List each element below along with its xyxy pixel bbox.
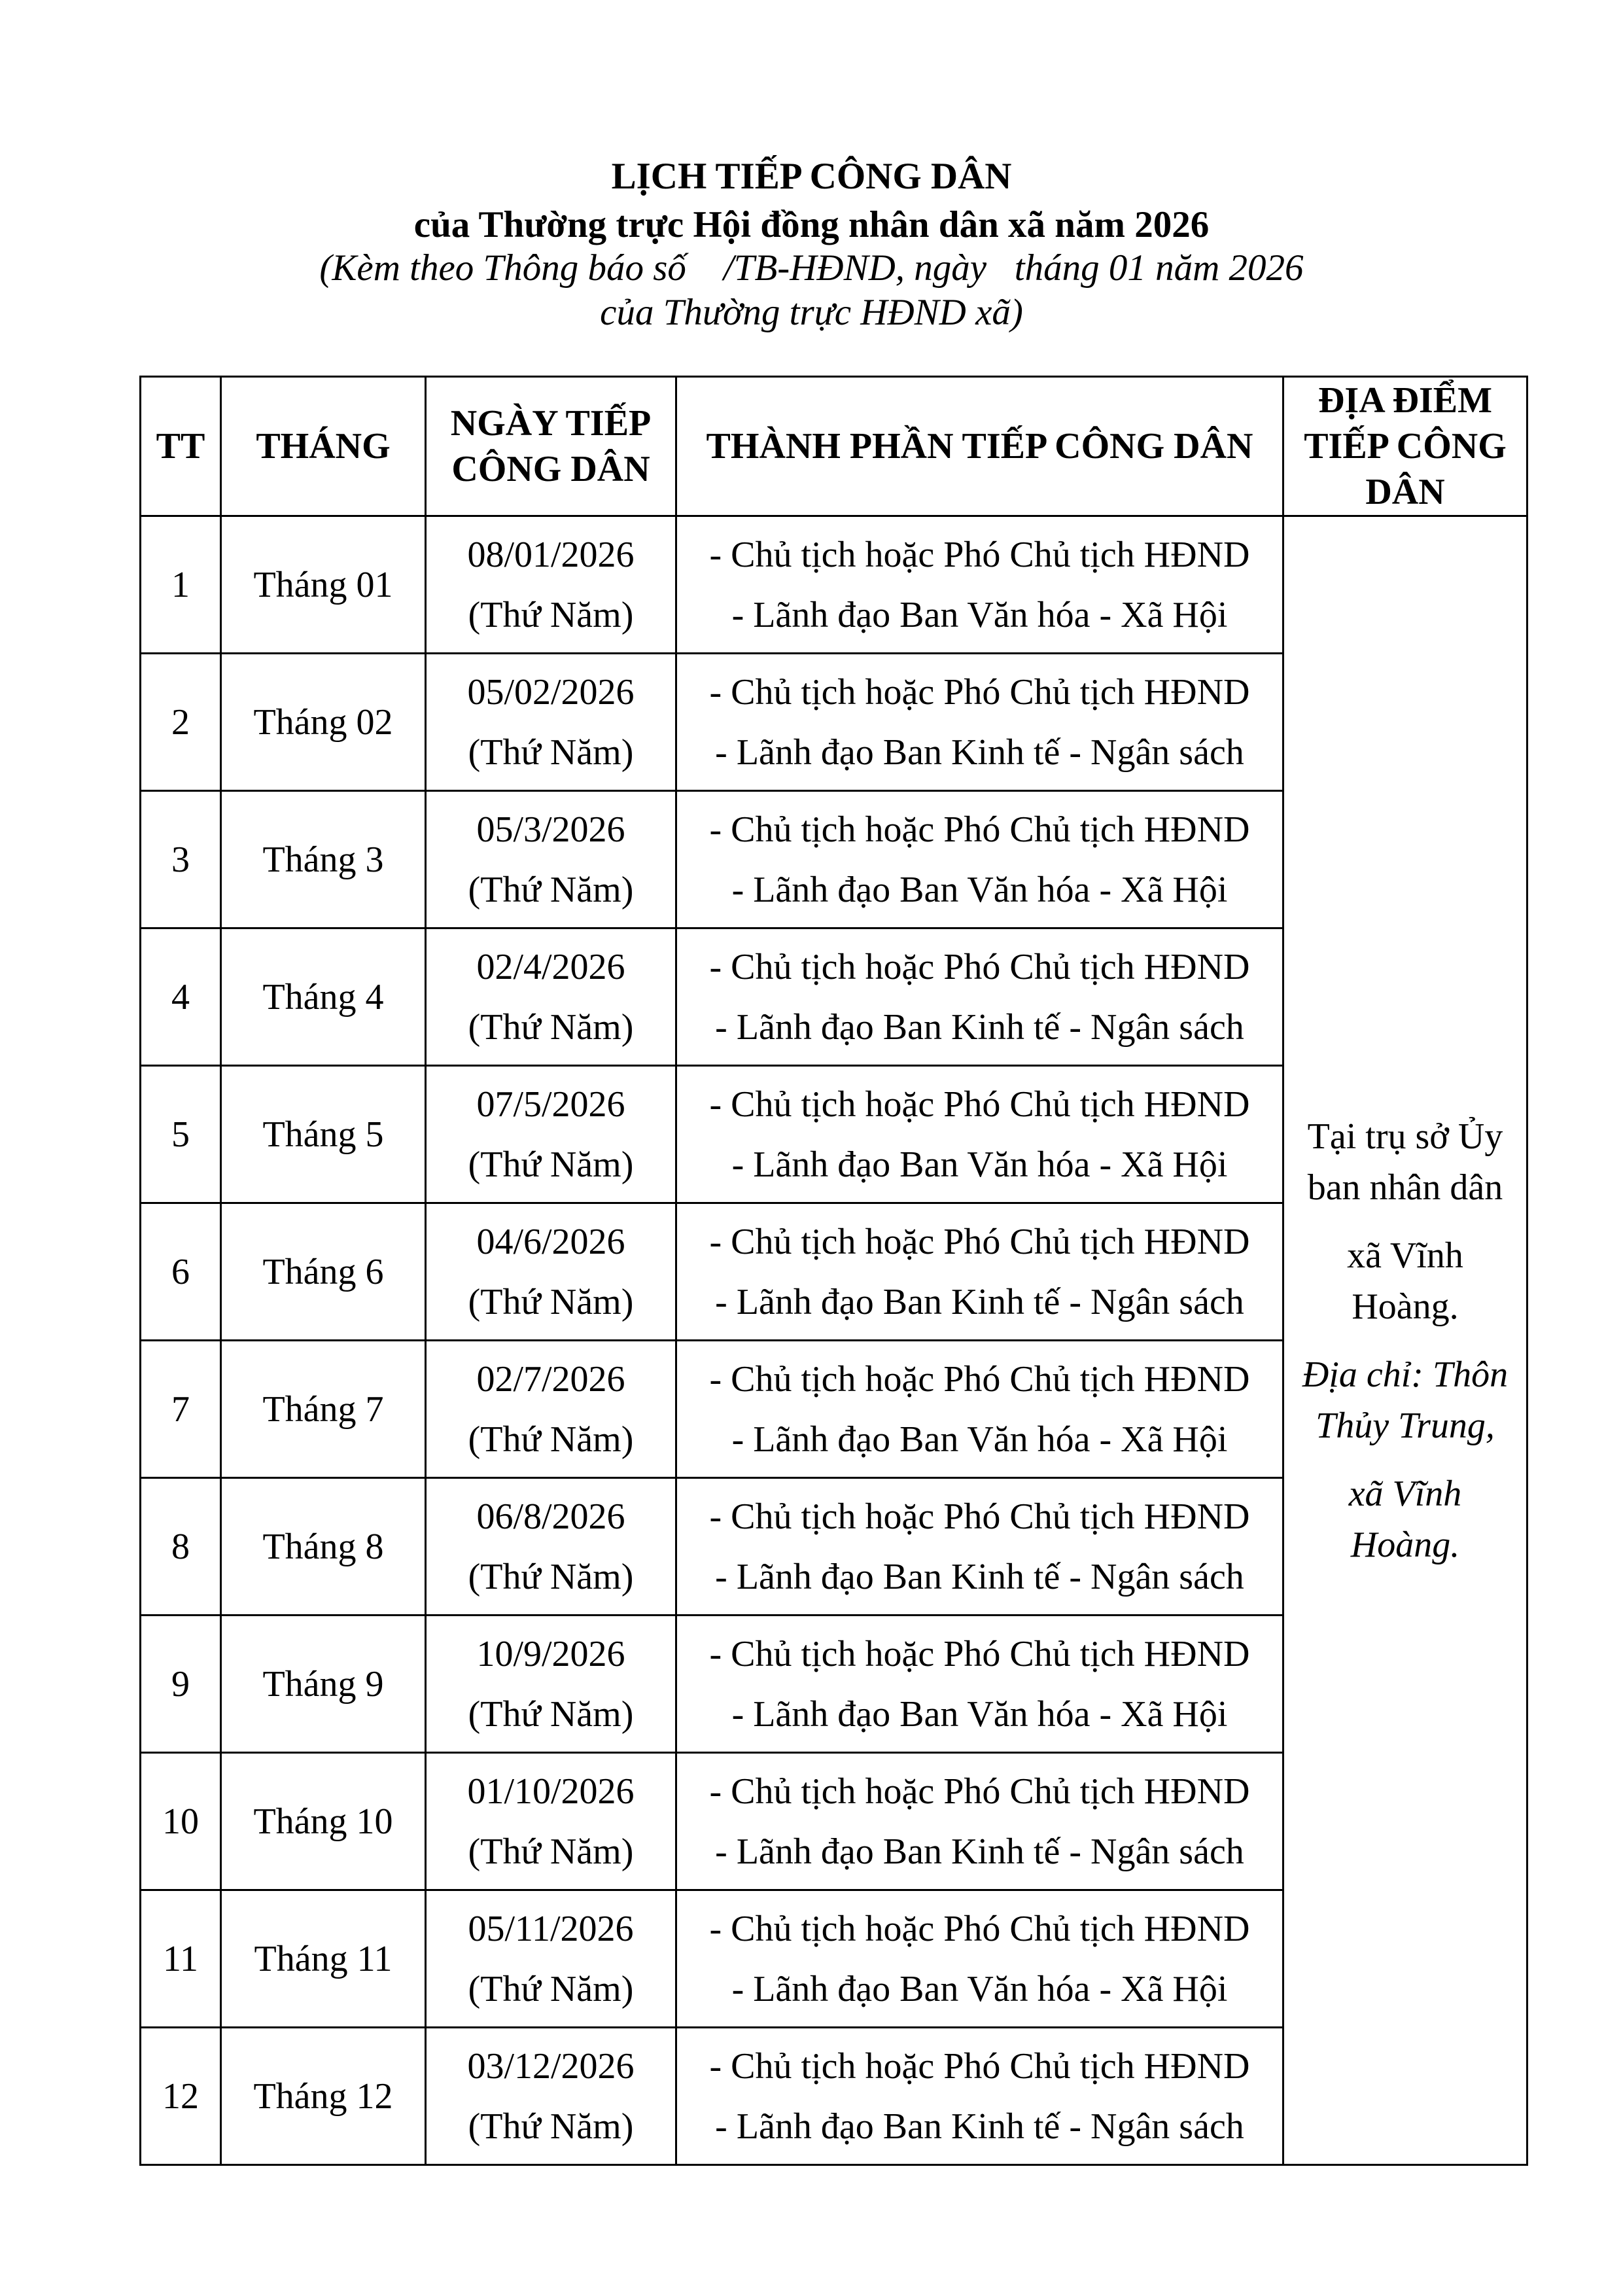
reception-weekday: (Thứ Năm) — [468, 869, 634, 910]
reception-date: 07/5/2026 — [476, 1084, 625, 1125]
location-address-line: Địa chỉ: Thôn — [1302, 1354, 1509, 1395]
reception-date: 05/02/2026 — [467, 671, 635, 713]
composition-member-chair: - Chủ tịch hoặc Phó Chủ tịch HĐND — [709, 1221, 1250, 1262]
composition-member-chair: - Chủ tịch hoặc Phó Chủ tịch HĐND — [709, 946, 1250, 987]
cell-month: Tháng 11 — [221, 1890, 426, 2028]
reception-weekday: (Thứ Năm) — [468, 1968, 634, 2009]
cell-composition — [676, 516, 1283, 654]
cell-reception-date — [426, 791, 676, 928]
column-header-reception-date: NGÀY TIẾP CÔNG DÂN — [426, 377, 676, 516]
reception-date: 03/12/2026 — [467, 2045, 635, 2087]
citizen-reception-schedule-table — [139, 376, 1528, 2166]
cell-tt: 6 — [141, 1203, 221, 1341]
reception-date: 10/9/2026 — [476, 1633, 625, 1674]
location-address-line: xã Vĩnh — [1348, 1473, 1462, 1514]
reception-date: 02/7/2026 — [476, 1358, 625, 1400]
cell-reception-date — [426, 654, 676, 791]
composition-member-committee: - Lãnh đạo Ban Văn hóa - Xã Hội — [731, 1419, 1228, 1460]
cell-tt: 10 — [141, 1753, 221, 1890]
document-subtitle: của Thường trực Hội đồng nhân dân xã năm 2026 — [413, 204, 1210, 245]
cell-composition — [676, 1890, 1283, 2028]
cell-reception-date — [426, 1066, 676, 1203]
composition-member-committee: - Lãnh đạo Ban Kinh tế - Ngân sách — [715, 2106, 1244, 2147]
cell-composition — [676, 1616, 1283, 1753]
cell-composition — [676, 791, 1283, 928]
cell-month: Tháng 3 — [221, 791, 426, 928]
cell-tt: 4 — [141, 928, 221, 1066]
reception-date: 02/4/2026 — [476, 946, 625, 987]
reception-weekday: (Thứ Năm) — [468, 732, 634, 773]
cell-tt: 2 — [141, 654, 221, 791]
cell-tt: 8 — [141, 1478, 221, 1616]
composition-member-chair: - Chủ tịch hoặc Phó Chủ tịch HĐND — [709, 2045, 1250, 2087]
cell-reception-date — [426, 2028, 676, 2165]
cell-month: Tháng 6 — [221, 1203, 426, 1341]
reception-date: 01/10/2026 — [467, 1771, 635, 1812]
cell-month: Tháng 12 — [221, 2028, 426, 2165]
composition-member-chair: - Chủ tịch hoặc Phó Chủ tịch HĐND — [709, 1496, 1250, 1537]
composition-member-chair: - Chủ tịch hoặc Phó Chủ tịch HĐND — [709, 1771, 1250, 1812]
composition-member-committee: - Lãnh đạo Ban Kinh tế - Ngân sách — [715, 1556, 1244, 1597]
composition-member-chair: - Chủ tịch hoặc Phó Chủ tịch HĐND — [709, 1358, 1250, 1400]
location-line: ban nhân dân — [1307, 1167, 1503, 1208]
cell-month: Tháng 01 — [221, 516, 426, 654]
composition-member-chair: - Chủ tịch hoặc Phó Chủ tịch HĐND — [709, 671, 1250, 713]
reception-weekday: (Thứ Năm) — [468, 1693, 634, 1735]
attachment-note: (Kèm theo Thông báo số /TB-HĐND, ngày tháng 01 năm 2026 — [319, 247, 1304, 289]
cell-reception-date — [426, 1616, 676, 1753]
reception-date: 04/6/2026 — [476, 1221, 625, 1262]
cell-composition — [676, 654, 1283, 791]
composition-member-committee: - Lãnh đạo Ban Văn hóa - Xã Hội — [731, 869, 1228, 910]
location-line: Hoàng. — [1352, 1286, 1459, 1327]
cell-month: Tháng 4 — [221, 928, 426, 1066]
reception-weekday: (Thứ Năm) — [468, 1419, 634, 1460]
cell-month: Tháng 10 — [221, 1753, 426, 1890]
reception-weekday: (Thứ Năm) — [468, 2106, 634, 2147]
cell-composition — [676, 2028, 1283, 2165]
column-header-tt: TT — [141, 377, 221, 516]
cell-reception-date — [426, 1753, 676, 1890]
cell-composition — [676, 1341, 1283, 1478]
composition-member-committee: - Lãnh đạo Ban Văn hóa - Xã Hội — [731, 1968, 1228, 2009]
reception-weekday: (Thứ Năm) — [468, 1831, 634, 1872]
composition-member-committee: - Lãnh đạo Ban Văn hóa - Xã Hội — [731, 1693, 1228, 1735]
composition-member-committee: - Lãnh đạo Ban Kinh tế - Ngân sách — [715, 1831, 1244, 1872]
cell-reception-date — [426, 1203, 676, 1341]
composition-member-chair: - Chủ tịch hoặc Phó Chủ tịch HĐND — [709, 534, 1250, 575]
composition-member-chair: - Chủ tịch hoặc Phó Chủ tịch HĐND — [709, 1084, 1250, 1125]
cell-reception-date — [426, 1341, 676, 1478]
reception-weekday: (Thứ Năm) — [468, 594, 634, 635]
cell-month: Tháng 9 — [221, 1616, 426, 1753]
cell-composition — [676, 1066, 1283, 1203]
cell-reception-date — [426, 928, 676, 1066]
column-header-location: ĐỊA ĐIỂM TIẾP CÔNG DÂN — [1283, 377, 1527, 516]
table-row — [141, 516, 1527, 654]
cell-tt: 5 — [141, 1066, 221, 1203]
column-header-month: THÁNG — [221, 377, 426, 516]
cell-reception-date — [426, 516, 676, 654]
composition-member-chair: - Chủ tịch hoặc Phó Chủ tịch HĐND — [709, 1633, 1250, 1674]
reception-weekday: (Thứ Năm) — [468, 1006, 634, 1048]
composition-member-committee: - Lãnh đạo Ban Kinh tế - Ngân sách — [715, 732, 1244, 773]
cell-composition — [676, 1478, 1283, 1616]
reception-weekday: (Thứ Năm) — [468, 1144, 634, 1185]
composition-member-committee: - Lãnh đạo Ban Văn hóa - Xã Hội — [731, 594, 1228, 635]
composition-member-committee: - Lãnh đạo Ban Kinh tế - Ngân sách — [715, 1281, 1244, 1322]
location-line: Tại trụ sở Ủy — [1307, 1116, 1503, 1157]
reception-date: 08/01/2026 — [467, 534, 635, 575]
reception-weekday: (Thứ Năm) — [468, 1556, 634, 1597]
cell-reception-date — [426, 1890, 676, 2028]
cell-month: Tháng 5 — [221, 1066, 426, 1203]
cell-composition — [676, 1203, 1283, 1341]
composition-member-chair: - Chủ tịch hoặc Phó Chủ tịch HĐND — [709, 809, 1250, 850]
cell-tt: 12 — [141, 2028, 221, 2165]
composition-member-committee: - Lãnh đạo Ban Kinh tế - Ngân sách — [715, 1006, 1244, 1048]
reception-weekday: (Thứ Năm) — [468, 1281, 634, 1322]
reception-date: 06/8/2026 — [476, 1496, 625, 1537]
cell-reception-date — [426, 1478, 676, 1616]
table-header-row — [141, 377, 1527, 516]
column-header-composition: THÀNH PHẦN TIẾP CÔNG DÂN — [676, 377, 1283, 516]
cell-month: Tháng 8 — [221, 1478, 426, 1616]
cell-location — [1283, 516, 1527, 2165]
cell-tt: 9 — [141, 1616, 221, 1753]
attachment-note-issuer: của Thường trực HĐND xã) — [600, 292, 1023, 333]
location-address-line: Hoàng. — [1350, 1524, 1460, 1565]
location-line: xã Vĩnh — [1347, 1235, 1463, 1276]
document-title: LỊCH TIẾP CÔNG DÂN — [611, 156, 1012, 197]
cell-tt: 7 — [141, 1341, 221, 1478]
cell-composition — [676, 928, 1283, 1066]
composition-member-committee: - Lãnh đạo Ban Văn hóa - Xã Hội — [731, 1144, 1228, 1185]
reception-date: 05/3/2026 — [476, 809, 625, 850]
cell-tt: 1 — [141, 516, 221, 654]
cell-month: Tháng 02 — [221, 654, 426, 791]
cell-composition — [676, 1753, 1283, 1890]
cell-tt: 3 — [141, 791, 221, 928]
composition-member-chair: - Chủ tịch hoặc Phó Chủ tịch HĐND — [709, 1908, 1250, 1949]
cell-month: Tháng 7 — [221, 1341, 426, 1478]
location-address-line: Thủy Trung, — [1316, 1405, 1495, 1446]
reception-date: 05/11/2026 — [468, 1908, 634, 1949]
cell-tt: 11 — [141, 1890, 221, 2028]
